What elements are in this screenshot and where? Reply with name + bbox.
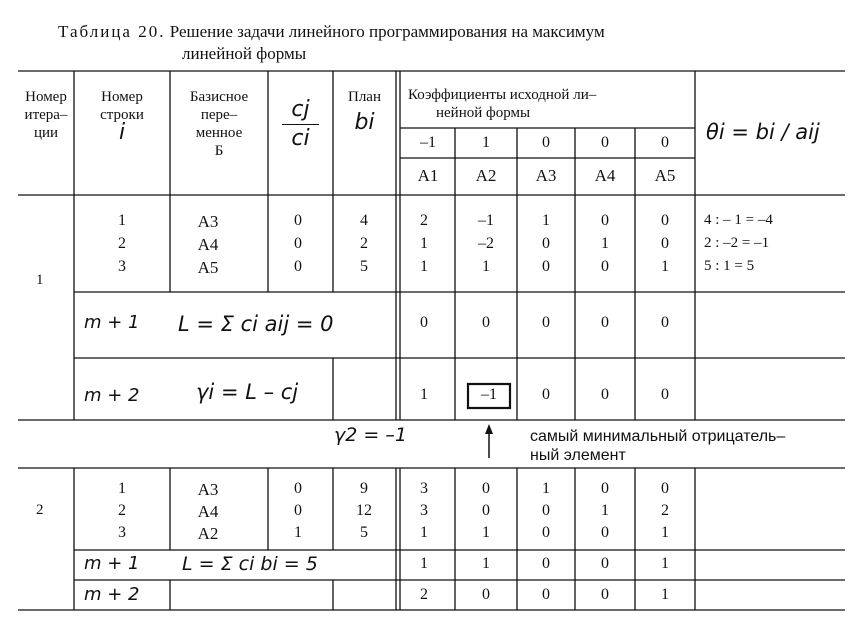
it2-row3-b: 5 — [360, 524, 368, 541]
it2-m2-a3: 0 — [542, 586, 550, 603]
it1-m1-formula: L = Σ ci aij = 0 — [178, 312, 334, 336]
it2-row1-a1: 3 — [420, 480, 428, 497]
it1-row3-a1: 1 — [420, 258, 428, 275]
it1-row1-theta: 4 : – 1 = –4 — [704, 212, 773, 228]
it1-row1-a1: 2 — [420, 212, 428, 229]
it2-row3-a5: 1 — [661, 524, 669, 541]
it2-row2-a2: 0 — [482, 502, 490, 519]
it2-m1-a3: 0 — [542, 555, 550, 572]
it2-row1-basis: A3 — [197, 480, 219, 499]
it1-m2-a3: 0 — [542, 386, 550, 403]
it1-row3-b: 5 — [360, 258, 368, 275]
gamma-min-value: γ2 = –1 — [334, 424, 407, 446]
it1-row3-a4: 0 — [601, 258, 609, 275]
it1-m1-label: m + 1 — [84, 312, 140, 333]
it1-row1-i: 1 — [118, 212, 126, 229]
header-plan: План bi — [347, 89, 381, 135]
coeff-value-a5: 0 — [661, 134, 669, 151]
it1-row2-a2: –2 — [478, 235, 494, 252]
it1-row1-b: 4 — [360, 212, 368, 229]
it1-row2-c: 0 — [294, 235, 302, 252]
header-theta-formula: θi = bi / aij — [706, 120, 820, 144]
iteration-2-number: 2 — [36, 502, 44, 518]
it1-m1-a2: 0 — [482, 314, 490, 331]
it2-row2-a3: 0 — [542, 502, 550, 519]
it2-row3-basis: A2 — [197, 524, 219, 543]
it1-m1-a3: 0 — [542, 314, 550, 331]
header-iteration: Номер итера– ции — [24, 89, 68, 141]
it2-m1-a1: 1 — [420, 555, 428, 572]
coeff-value-a1: –1 — [420, 134, 436, 151]
it1-m1-a4: 0 — [601, 314, 609, 331]
it1-m2-label: m + 2 — [84, 385, 140, 406]
it1-row2-b: 2 — [360, 235, 368, 252]
it2-row3-a1: 1 — [420, 524, 428, 541]
it1-m1-a1: 0 — [420, 314, 428, 331]
header-basic-variable: Базисное пере– менное Б — [189, 89, 249, 159]
column-a2: A2 — [475, 166, 497, 185]
it1-row1-basis: A3 — [197, 212, 219, 231]
it1-m2-a4: 0 — [601, 386, 609, 403]
it2-row3-i: 3 — [118, 524, 126, 541]
it2-m1-a5: 1 — [661, 555, 669, 572]
it1-m2-a2-pivot: –1 — [481, 386, 497, 403]
it2-m2-a2: 0 — [482, 586, 490, 603]
it2-row2-b: 12 — [356, 502, 372, 519]
it2-row1-a2: 0 — [482, 480, 490, 497]
it1-m1-a5: 0 — [661, 314, 669, 331]
iteration-1-number: 1 — [36, 272, 44, 288]
it2-row3-a3: 0 — [542, 524, 550, 541]
it1-row3-theta: 5 : 1 = 5 — [704, 258, 755, 274]
it2-row2-a1: 3 — [420, 502, 428, 519]
column-a5: A5 — [654, 166, 676, 185]
it2-row1-a4: 0 — [601, 480, 609, 497]
it2-row2-a4: 1 — [601, 502, 609, 519]
table-title-line2: линейной формы — [182, 44, 307, 63]
it2-row1-a3: 1 — [542, 480, 550, 497]
it1-m2-a1: 1 — [420, 386, 428, 403]
table-title-line1: Решение задачи линейного программирования на максимум — [169, 22, 605, 41]
table-number: Таблица 20. — [58, 22, 166, 41]
it2-row2-a5: 2 — [661, 502, 669, 519]
column-a1: A1 — [417, 166, 439, 185]
it2-row1-a5: 0 — [661, 480, 669, 497]
it1-row2-basis: A4 — [197, 235, 219, 254]
it2-m2-a1: 2 — [420, 586, 428, 603]
column-a4: A4 — [594, 166, 616, 185]
header-coefficients: Коэффициенты исходной ли– нейной формы — [408, 87, 597, 121]
it2-row2-c: 0 — [294, 502, 302, 519]
it2-row3-a2: 1 — [482, 524, 490, 541]
it1-row1-a5: 0 — [661, 212, 669, 229]
it1-row2-a5: 0 — [661, 235, 669, 252]
it1-row2-i: 2 — [118, 235, 126, 252]
it2-row1-c: 0 — [294, 480, 302, 497]
it1-row2-a1: 1 — [420, 235, 428, 252]
it1-row3-a2: 1 — [482, 258, 490, 275]
it1-row3-basis: A5 — [197, 258, 219, 277]
it1-row2-a4: 1 — [601, 235, 609, 252]
it2-m2-label: m + 2 — [84, 584, 140, 605]
coeff-value-a2: 1 — [482, 134, 490, 151]
note-line1: самый минимальный отрицатель– — [530, 428, 786, 445]
it2-row1-b: 9 — [360, 480, 368, 497]
it1-row3-a3: 0 — [542, 258, 550, 275]
it2-m1-a4: 0 — [601, 555, 609, 572]
header-row-number: Номер строки i — [100, 89, 144, 145]
it2-m2-a4: 0 — [601, 586, 609, 603]
it2-row3-c: 1 — [294, 524, 302, 541]
it2-m2-a5: 1 — [661, 586, 669, 603]
it1-row1-a2: –1 — [478, 212, 494, 229]
coeff-value-a3: 0 — [542, 134, 550, 151]
it1-row3-i: 3 — [118, 258, 126, 275]
it2-row1-i: 1 — [118, 480, 126, 497]
it1-row2-a3: 0 — [542, 235, 550, 252]
it1-m2-formula: γi = L – cj — [196, 380, 299, 404]
it1-row1-a3: 1 — [542, 212, 550, 229]
it2-row2-basis: A4 — [197, 502, 219, 521]
it2-row2-i: 2 — [118, 502, 126, 519]
it1-row1-c: 0 — [294, 212, 302, 229]
it1-m2-a5: 0 — [661, 386, 669, 403]
it1-row3-a5: 1 — [661, 258, 669, 275]
it2-m1-label: m + 1 — [84, 553, 140, 574]
it1-row2-theta: 2 : –2 = –1 — [704, 235, 770, 251]
it2-row3-a4: 0 — [601, 524, 609, 541]
coeff-value-a4: 0 — [601, 134, 609, 151]
header-cost-fraction: cj ci — [268, 96, 333, 153]
it2-m1-a2: 1 — [482, 555, 490, 572]
it1-row3-c: 0 — [294, 258, 302, 275]
note-line2: ный элемент — [530, 447, 626, 464]
it1-row1-a4: 0 — [601, 212, 609, 229]
it2-m1-formula: L = Σ ci bi = 5 — [182, 553, 318, 575]
column-a3: A3 — [535, 166, 557, 185]
arrow-up-icon — [485, 424, 493, 458]
